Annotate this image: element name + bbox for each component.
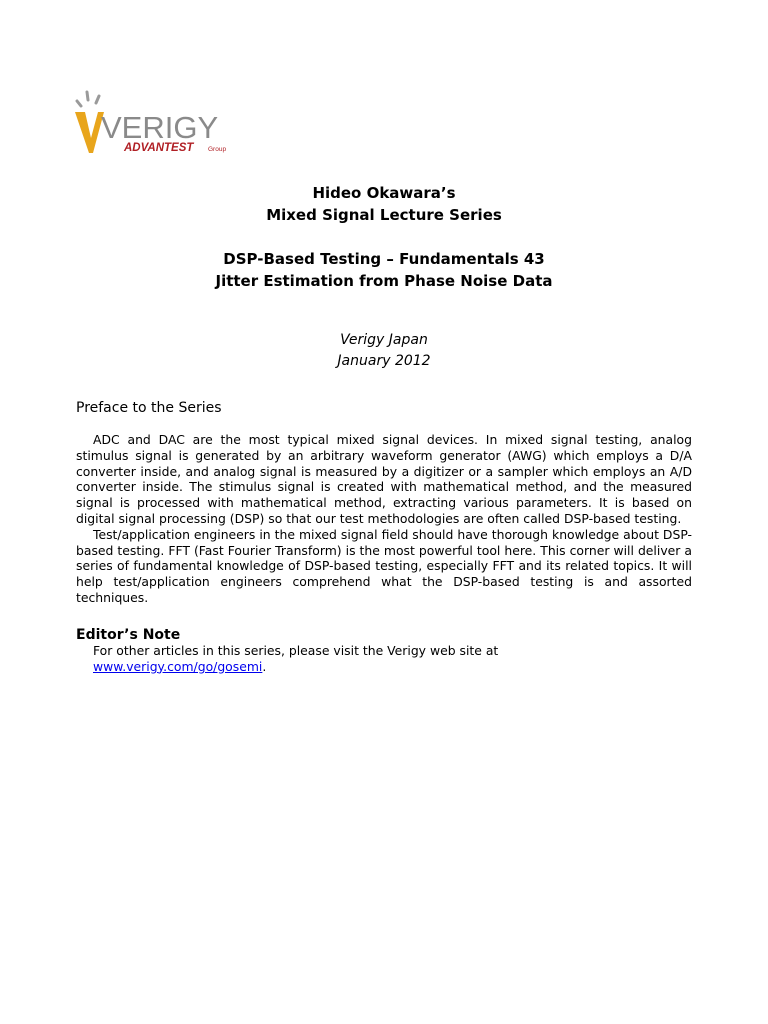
series-name-line: Mixed Signal Lecture Series [266,206,502,224]
series-author-line: Hideo Okawara’s [312,184,456,202]
preface-paragraph-2: Test/application engineers in the mixed signal field should have thorough knowledge about DSP-based testing. FFT (Fast Fourier Transform) is the most powerful tool here. This corner will deliver a series of fundamental knowledge of DSP-based testing, especially FFT and its related topics. It will help test/application engineers comprehend what the DSP-based testing is and assorted techniques. [76,526,692,605]
logo-group-suffix: Group [208,146,227,153]
logo-v-icon [75,112,104,153]
verigy-advantest-logo [74,90,244,156]
byline [0,330,768,372]
logo-rays-icon [77,92,99,106]
preface-body [76,432,692,606]
byline-date: January 2012 [337,353,431,369]
editor-note-link-line [93,659,693,675]
byline-organization: Verigy Japan [340,332,428,348]
preface-paragraph-1: ADC and DAC are the most typical mixed signal devices. In mixed signal testing, analog stimulus signal is generated by an arbitrary waveform generator (AWG) which employs a D/A converter inside, and analog signal is measured by a digitizer or a sampler which employs an A/D converter inside. The stimulus signal is created with mathematical method, and the measured signal is processed with mathematical method, extracting various parameters. It is based on digital signal processing (DSP) so that our test methodologies are often called DSP-based testing. [76,432,692,526]
series-title [0,182,768,226]
editor-note-body [93,643,693,675]
preface-heading: Preface to the Series [76,400,222,416]
editor-note-text: For other articles in this series, please visit the Verigy web site at [93,643,499,658]
logo-wordmark: VERIGY [101,110,219,145]
editor-note-period: . [262,658,267,674]
logo-graphic [74,90,244,156]
editor-note-heading: Editor’s Note [76,627,181,643]
topic-title [0,248,768,292]
logo-subbrand: ADVANTEST [124,142,194,154]
topic-line-2: Jitter Estimation from Phase Noise Data [215,272,553,290]
gosemi-link[interactable]: www.verigy.com/go/gosemi [93,658,263,674]
topic-line-1: DSP-Based Testing – Fundamentals 43 [223,250,545,268]
